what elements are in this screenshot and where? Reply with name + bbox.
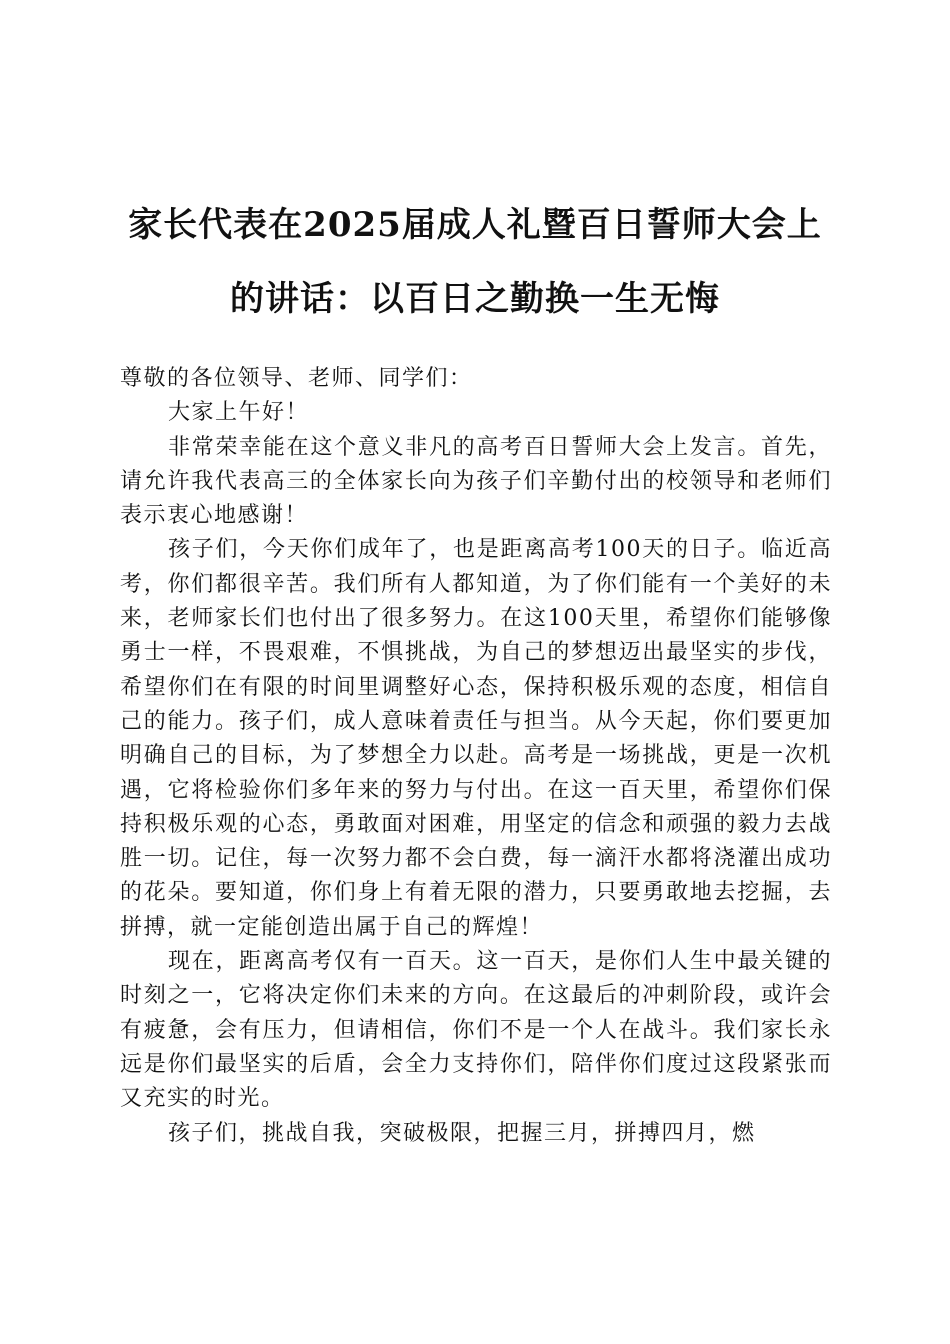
speech-body [120,362,832,1151]
paragraph-greeting: 大家上午好！ [168,400,310,426]
title-line-2: 的讲话：以百日之勤换一生无悔 [230,279,720,319]
paragraph-support: 现在，距离高考仅有一百天。这一百天，是你们人生中最关键的时刻之一，它将决定你们未来的方向。在这最后的冲刺阶段，或许会有疲惫，会有压力，但请相信，你们不是一个人在战斗。我们家长永远是你们最坚实的后盾，会全力支持你们，陪伴你们度过这段紧张而又充实的时光。 [120,949,832,1112]
document-title [110,188,840,336]
title-line-1: 家长代表在2025届成人礼暨百日誓师大会上 [128,205,822,245]
paragraph-closing-partial: 孩子们，挑战自我，突破极限，把握三月，拼搏四月，燃 [168,1120,756,1146]
paragraph-encouragement: 孩子们，今天你们成年了，也是距离高考100天的日子。临近高考，你们都很辛苦。我们所有人都知道，为了你们能有一个美好的未来，老师家长们也付出了很多努力。在这100天里，希望你们能够像勇士一样，不畏艰难，不惧挑战，为自己的梦想迈出最坚实的步伐，希望你们在有限的时间里调整好心态，保持积极乐观的态度，相信自己的能力。孩子们，成人意味着责任与担当。从今天起，你们要更加明确自己的目标，为了梦想全力以赴。高考是一场挑战，更是一次机遇，它将检验你们多年来的努力与付出。在这一百天里，希望你们保持积极乐观的心态，勇敢面对困难，用坚定的信念和顽强的毅力去战胜一切。记住，每一次努力都不会白费，每一滴汗水都将浇灌出成功的花朵。要知道，你们身上有着无限的潜力，只要勇敢地去挖掘，去拼搏，就一定能创造出属于自己的辉煌！ [120,537,832,940]
paragraph-thanks: 非常荣幸能在这个意义非凡的高考百日誓师大会上发言。首先，请允许我代表高三的全体家长向为孩子们辛勤付出的校领导和老师们表示衷心地感谢！ [120,434,832,529]
salutation: 尊敬的各位领导、老师、同学们： [120,366,473,391]
